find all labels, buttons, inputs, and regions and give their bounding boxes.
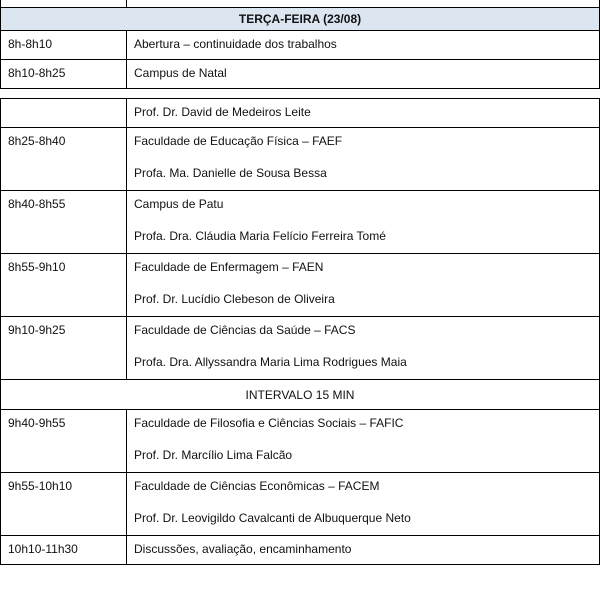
- day-header: TERÇA-FEIRA (23/08): [1, 8, 600, 31]
- activity-cell: [127, 128, 600, 191]
- activity-title: Campus de Patu: [134, 197, 224, 211]
- activity-title: Faculdade de Filosofia e Ciências Sociais – FAFIC: [134, 416, 404, 430]
- schedule-table-main: [0, 98, 600, 565]
- presenter-name: Prof. Dr. Lucídio Clebeson de Oliveira: [134, 292, 335, 306]
- presenter-name: Prof. Dr. Marcílio Lima Falcão: [134, 448, 293, 462]
- activity-cell: [127, 317, 600, 380]
- time-cell: 8h-8h10: [1, 31, 127, 60]
- table-row: [1, 191, 600, 254]
- break-row: [1, 380, 600, 410]
- time-cell: 9h40-9h55: [1, 410, 127, 473]
- activity-title: Faculdade de Educação Física – FAEF: [134, 134, 343, 148]
- activity-cell: Discussões, avaliação, encaminhamento: [127, 536, 600, 565]
- table-row: [1, 31, 600, 60]
- table-row: [1, 473, 600, 536]
- time-cell: 9h55-10h10: [1, 473, 127, 536]
- presenter-name: Profa. Ma. Danielle de Sousa Bessa: [134, 166, 327, 180]
- time-cell: 10h10-11h30: [1, 536, 127, 565]
- schedule-table-top: [0, 0, 600, 89]
- table-row: [1, 317, 600, 380]
- table-row: [1, 254, 600, 317]
- time-cell: 8h55-9h10: [1, 254, 127, 317]
- activity-cell: [127, 410, 600, 473]
- time-cell: [1, 99, 127, 128]
- presenter-name: Profa. Dra. Cláudia Maria Felício Ferreira Tomé: [134, 229, 386, 243]
- table-row: [1, 0, 600, 8]
- table-row: [1, 410, 600, 473]
- time-cell: 8h25-8h40: [1, 128, 127, 191]
- activity-title: Faculdade de Enfermagem – FAEN: [134, 260, 324, 274]
- stub-cell: [1, 0, 127, 8]
- table-row: [1, 128, 600, 191]
- activity-cell: Campus de Natal: [127, 60, 600, 89]
- table-row: [1, 536, 600, 565]
- activity-cell: [127, 473, 600, 536]
- stub-cell: [127, 0, 600, 8]
- table-row: [1, 99, 600, 128]
- time-cell: 8h40-8h55: [1, 191, 127, 254]
- time-cell: 9h10-9h25: [1, 317, 127, 380]
- presenter-name: Prof. Dr. Leovigildo Cavalcanti de Albuquerque Neto: [134, 511, 411, 525]
- activity-cell: Prof. Dr. David de Medeiros Leite: [127, 99, 600, 128]
- break-label: INTERVALO 15 MIN: [1, 380, 600, 410]
- activity-title: Faculdade de Ciências da Saúde – FACS: [134, 323, 356, 337]
- time-cell: 8h10-8h25: [1, 60, 127, 89]
- activity-cell: Abertura – continuidade dos trabalhos: [127, 31, 600, 60]
- activity-title: Faculdade de Ciências Econômicas – FACEM: [134, 479, 380, 493]
- day-header-row: [1, 8, 600, 31]
- table-row: [1, 60, 600, 89]
- activity-cell: [127, 254, 600, 317]
- activity-cell: [127, 191, 600, 254]
- presenter-name: Profa. Dra. Allyssandra Maria Lima Rodrigues Maia: [134, 355, 407, 369]
